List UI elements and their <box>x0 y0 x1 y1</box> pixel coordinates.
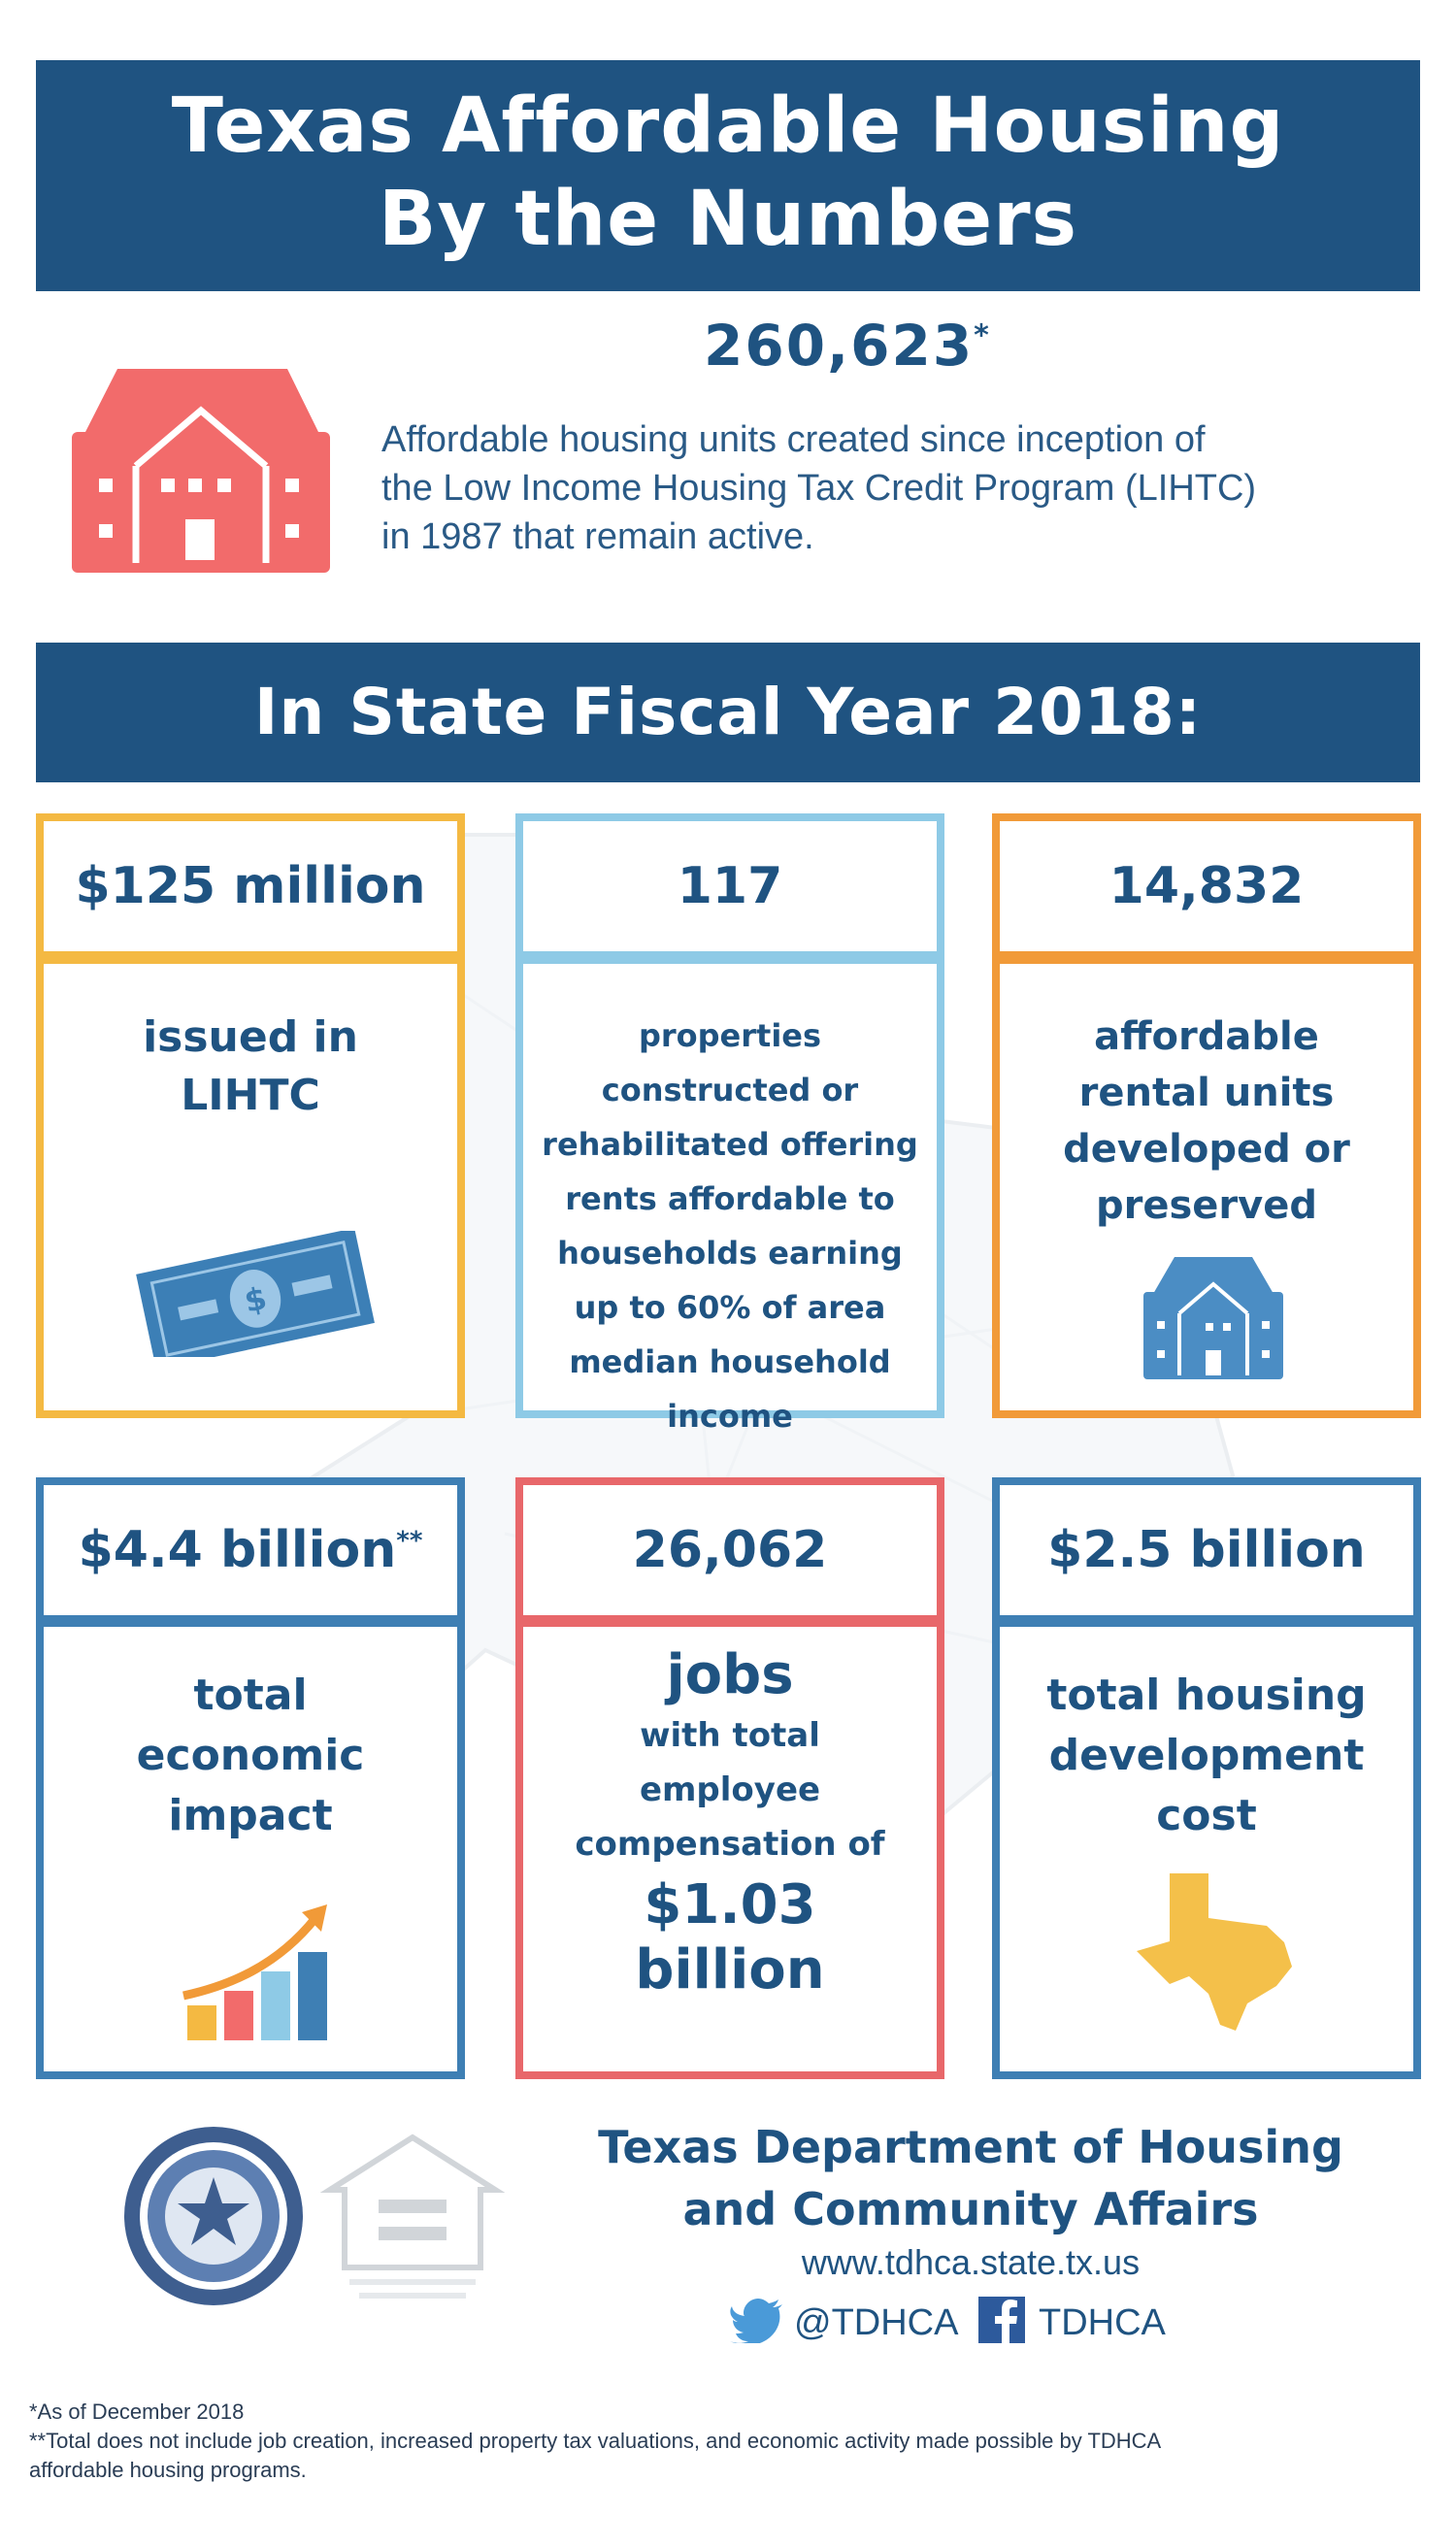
org-name-line-2: and Community Affairs <box>682 2183 1259 2235</box>
stat-value-5: 26,062 <box>632 1521 828 1579</box>
stat-label-3-line-4: preserved <box>1096 1183 1317 1228</box>
house-icon <box>1136 1255 1291 1385</box>
facebook-icon[interactable] <box>978 2297 1025 2343</box>
stat-label-1-line-2: LIHTC <box>181 1071 320 1120</box>
stat-label-5-line-3: compensation of <box>575 1825 885 1864</box>
twitter-icon[interactable] <box>730 2299 784 2347</box>
stat-label-6-line-2: development <box>1048 1731 1365 1780</box>
stat-box-4-top <box>36 1477 465 1623</box>
stat-box-3-top <box>992 813 1421 959</box>
stat-box-5-top <box>515 1477 944 1623</box>
stat-label-2 <box>523 1009 937 1443</box>
fiscal-year-title: In State Fiscal Year 2018: <box>253 675 1203 749</box>
stat-label-5-line-2: employee <box>639 1770 821 1809</box>
stat-box-3-bottom <box>992 956 1421 1418</box>
footnote-3: affordable housing programs. <box>29 2458 307 2482</box>
stat-label-2-line-8: income <box>667 1398 793 1435</box>
stat-label-3-line-1: affordable <box>1094 1014 1319 1059</box>
stat-value-4 <box>79 1521 423 1579</box>
stat-label-5-amount-unit: billion <box>635 1938 825 2002</box>
stat-label-2-line-2: constructed or <box>601 1072 859 1109</box>
stat-box-4-bottom <box>36 1619 465 2079</box>
stat-value-1: $125 million <box>75 857 426 915</box>
tdhca-seal-logo <box>121 2124 306 2312</box>
stat-box-1-top <box>36 813 465 959</box>
title-line-1: Texas Affordable Housing <box>171 83 1285 170</box>
stat-label-4-line-1: total <box>193 1671 308 1720</box>
footnote-2: **Total does not include job creation, increased property tax valuations, and economic activity made possible by TDHCA <box>29 2429 1162 2453</box>
stat-label-4 <box>44 1666 457 1846</box>
org-name <box>544 2116 1398 2240</box>
texas-map-icon <box>1131 1870 1296 2038</box>
red-house-icon <box>64 364 338 578</box>
stat-label-2-line-4: rents affordable to <box>565 1180 895 1217</box>
title-line-2: By the Numbers <box>378 176 1078 263</box>
stat-label-5-line-1: with total <box>640 1716 820 1755</box>
lihtc-total-marker: * <box>974 318 991 353</box>
stat-label-5-main: jobs <box>666 1643 794 1706</box>
org-name-line-1: Texas Department of Housing <box>598 2121 1343 2173</box>
stat-label-2-line-7: median household <box>569 1343 891 1380</box>
footnote-1: *As of December 2018 <box>29 2399 245 2424</box>
stat-label-5-amount: $1.03 <box>644 1873 816 1936</box>
svg-text:$: $ <box>241 1278 271 1320</box>
twitter-handle[interactable]: @TDHCA <box>794 2302 959 2343</box>
stat-label-4-line-3: impact <box>168 1791 333 1840</box>
stat-value-2: 117 <box>677 857 783 915</box>
stat-label-2-line-5: households earning <box>557 1235 903 1272</box>
stat-label-2-line-1: properties <box>638 1017 822 1054</box>
stat-label-6-line-3: cost <box>1156 1791 1257 1840</box>
stat-label-4-line-2: economic <box>136 1731 365 1780</box>
fiscal-year-banner <box>36 643 1420 782</box>
stat-label-3-line-3: developed or <box>1063 1127 1350 1172</box>
website-link[interactable]: www.tdhca.state.tx.us <box>801 2242 1141 2282</box>
stat-box-1-bottom <box>36 956 465 1418</box>
lihtc-desc-line-3: in 1987 that remain active. <box>381 516 814 557</box>
growth-chart-icon <box>180 1899 335 2048</box>
stat-label-5 <box>523 1642 937 2002</box>
stat-label-6-line-1: total housing <box>1046 1671 1367 1720</box>
facebook-handle[interactable]: TDHCA <box>1039 2302 1166 2343</box>
stat-label-3-line-2: rental units <box>1078 1071 1335 1115</box>
stat-label-2-line-3: rehabilitated offering <box>542 1126 918 1163</box>
stat-label-6 <box>1000 1666 1413 1846</box>
stat-box-6-top <box>992 1477 1421 1623</box>
lihtc-desc-line-1: Affordable housing units created since inception of <box>381 419 1206 460</box>
stat-box-2-bottom <box>515 956 944 1435</box>
stat-label-3 <box>1000 1009 1413 1234</box>
stat-value-3: 14,832 <box>1109 857 1305 915</box>
stat-box-6-bottom <box>992 1619 1421 2079</box>
lihtc-desc-line-2: the Low Income Housing Tax Credit Program (LIHTC) <box>381 468 1257 509</box>
stat-label-1-line-1: issued in <box>143 1012 358 1062</box>
title-banner <box>36 60 1420 291</box>
stat-value-4-marker: ** <box>396 1526 423 1556</box>
lihtc-total-value: 260,623* <box>704 313 991 379</box>
stat-box-5-bottom <box>515 1619 944 2079</box>
equal-housing-logo <box>320 2132 505 2310</box>
stat-label-1 <box>44 1009 457 1125</box>
lihtc-description <box>381 415 1410 561</box>
dollar-bill-icon <box>133 1231 376 1361</box>
stat-box-2-top <box>515 813 944 959</box>
stat-value-4-text: $4.4 billion <box>78 1521 397 1579</box>
stat-value-6: $2.5 billion <box>1047 1521 1366 1579</box>
stat-label-2-line-6: up to 60% of area <box>574 1289 886 1326</box>
